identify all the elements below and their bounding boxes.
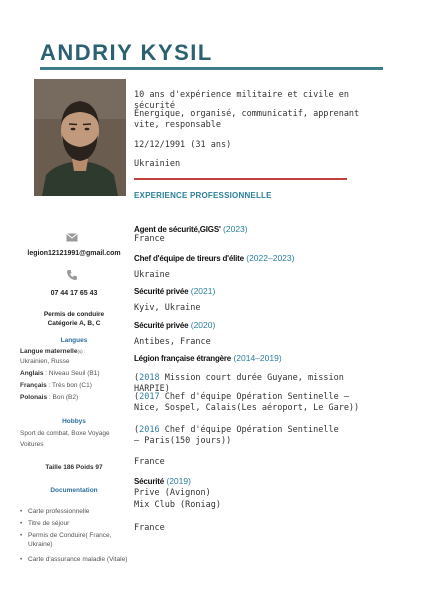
doc-item-text: Permis de Conduire( France, Ukraine) [28, 532, 112, 548]
language-english-label: Anglais [20, 370, 44, 377]
job-title: Sécurité [134, 477, 164, 486]
job-year: (2020) [190, 320, 216, 330]
job-title: Chef d'équipe de tireurs d'élite [134, 254, 244, 263]
job-year: (2021) [190, 286, 216, 296]
job-location: France [134, 457, 165, 467]
profile-photo [34, 79, 126, 196]
nationality: Ukrainien [134, 159, 181, 169]
job-title: Agent de sécurité,GIGS' [134, 225, 221, 234]
langues-heading: Langues [60, 337, 88, 344]
portrait-image [34, 79, 126, 196]
envelope-icon [66, 230, 78, 242]
job-detail: Prive (Avignon) [134, 488, 211, 498]
mission-detail [134, 392, 374, 414]
bullet-icon: • [20, 532, 23, 539]
language-french-level: : Très bon (C1) [48, 382, 92, 389]
job-title-row [134, 320, 215, 331]
height-weight: Taille 186 Poids 97 [45, 464, 103, 471]
job-location: France [134, 234, 165, 244]
job-year: (2023) [223, 224, 248, 234]
language-native [20, 347, 85, 356]
mission-text: Chef d'équipe Opération Sentinelle – Paris(150 jours)) [134, 425, 339, 446]
language-english [20, 369, 100, 378]
job-title-row [134, 353, 282, 364]
job-title: Sécurité privée [134, 321, 189, 330]
phone-icon [66, 268, 78, 280]
doc-item [20, 519, 132, 528]
job-title: Légion française étrangère [134, 354, 232, 363]
job-location: Ukraine [134, 270, 170, 280]
driving-licence [14, 310, 134, 328]
permis-categories: Catégorie A, B, C [47, 320, 101, 327]
doc-item-text: Carte professionnelle [28, 508, 90, 515]
doc-item-text: Titre de séjour [28, 520, 70, 527]
language-french-label: Français [20, 382, 47, 389]
mission-year: 2016 [139, 425, 160, 435]
permis-label: Permis de conduire [43, 311, 105, 318]
mission-open: ( [134, 425, 140, 435]
email-address[interactable]: legion12121991@gmail.com [27, 250, 121, 257]
title-underline [40, 67, 383, 70]
bullet-icon: • [20, 520, 23, 527]
job-location: Kyiv, Ukraine [134, 303, 201, 313]
language-native-value: Ukrainien, Russe [20, 358, 70, 365]
language-french [20, 381, 92, 390]
mission-text: Mission court durée Guyane, mission HARPIE) [134, 373, 344, 394]
job-location: Antibes, France [134, 337, 211, 347]
intro-qualities: Énergique, organisé, communicatif, apprenant vite, responsable [134, 109, 360, 130]
doc-item [20, 531, 132, 549]
section-divider [134, 178, 347, 180]
intro-experience: 10 ans d'expérience militaire et civile en sécurité [134, 90, 349, 111]
doc-item [20, 507, 132, 516]
documentation-heading: Documentation [50, 487, 98, 494]
bullet-icon: • [20, 508, 23, 515]
mission-text: Chef d'équipe Opération Sentinelle – Nice, Sospel, Calais(Les aéroport, Le Gare)) [134, 392, 360, 413]
job-title-row [134, 253, 294, 264]
mission-year: 2017 [139, 392, 160, 402]
job-year: (2022–2023) [246, 253, 295, 263]
job-year: (2019) [166, 476, 191, 486]
job-title-row [134, 476, 191, 487]
job-year: (2014–2019) [233, 353, 282, 363]
language-native-suffix: (s) : [77, 349, 86, 354]
phone-number[interactable]: 07 44 17 65 43 [50, 290, 98, 297]
job-location: France [134, 523, 165, 533]
experience-heading: EXPERIENCE PROFESSIONNELLE [134, 191, 272, 200]
doc-item-text: Carte d'assurance maladie (Vitale) [28, 556, 128, 563]
hobbys-heading: Hobbys [62, 418, 86, 425]
language-polish-level: : Bon (B2) [48, 394, 79, 401]
hobbys-text: Sport de combat, Boxe Voyage Voitures [20, 430, 110, 448]
mission-open: ( [134, 392, 140, 402]
language-polish-label: Polonais [20, 394, 48, 401]
doc-item [20, 555, 132, 564]
birth-date: 12/12/1991 (31 ans) [134, 140, 232, 150]
job-title: Sécurité privée [134, 287, 189, 296]
job-title-row [134, 286, 215, 297]
language-native-label: Langue maternelle [20, 348, 78, 355]
job-detail: Mix Club (Roniag) [134, 500, 221, 510]
language-polish [20, 393, 78, 402]
bullet-icon: • [20, 556, 23, 563]
mission-year: 2018 [139, 373, 160, 383]
mission-open: ( [134, 373, 140, 383]
candidate-name: ANDRIY KYSIL [40, 40, 213, 65]
mission-detail [134, 425, 344, 447]
language-english-level: : Niveau Seuil (B1) [45, 370, 100, 377]
